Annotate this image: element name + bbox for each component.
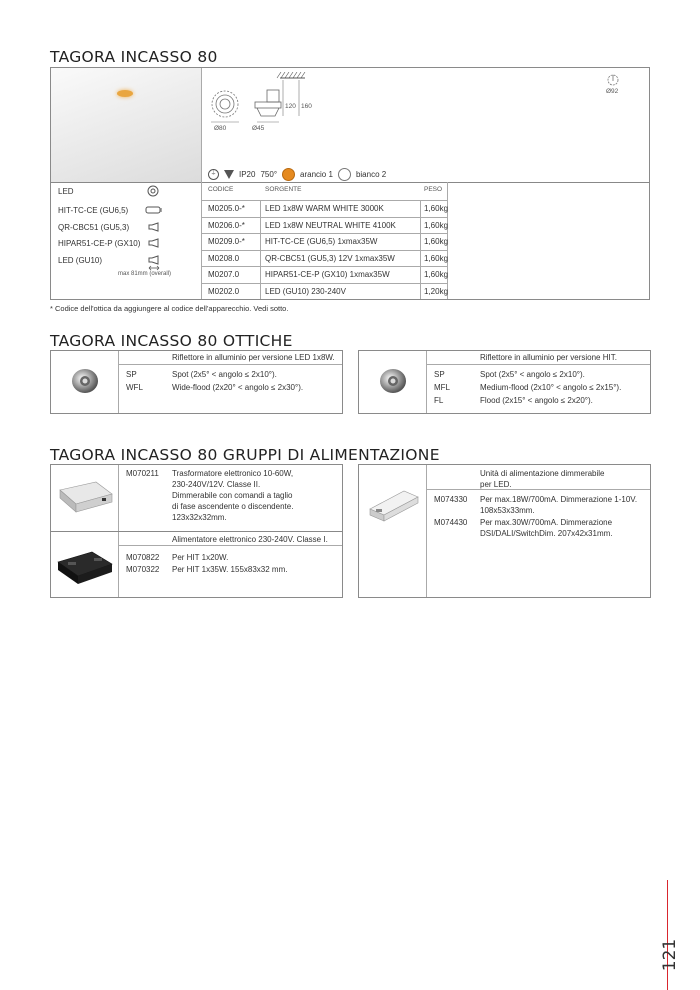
col-header-code: CODICE	[208, 186, 234, 193]
optic-desc-mfl: Medium-flood (2x10° < angolo ≤ 2x15°).	[480, 383, 622, 392]
col-header-weight: PESO	[424, 186, 443, 193]
reflector-image-led	[70, 368, 100, 394]
optics-right-heading: Riflettore in alluminio per versione HIT.	[480, 353, 617, 362]
dim-cutout: Ø92	[606, 88, 619, 95]
qr-lamp-icon	[148, 222, 160, 232]
section-title-product: TAGORA INCASSO 80	[50, 48, 218, 66]
optic-desc-sp: Spot (2x5° < angolo ≤ 2x10°).	[172, 370, 277, 379]
ballast-code-2: M070322	[126, 565, 160, 574]
driver-heading-1: Unità di alimentazione dimmerabile	[480, 469, 605, 478]
source-qr: QR-CBC51 (GU5,3)	[58, 223, 130, 232]
ratings-line	[208, 168, 386, 180]
max-depth-note: max 81mm (overall)	[118, 271, 172, 277]
led-driver-image	[366, 485, 422, 525]
page-number: 121	[660, 938, 680, 972]
color-label-orange: arancio 1	[300, 169, 333, 179]
gu10-lamp-icon	[148, 255, 160, 265]
optic-desc-wfl: Wide-flood (2x20° < angolo ≤ 2x30°).	[172, 383, 304, 392]
color-swatch-white	[338, 168, 351, 181]
ip-rating: IP20	[239, 169, 256, 179]
led-icon	[147, 185, 159, 197]
ballast-heading: Alimentatore elettronico 230-240V. Classe I.	[172, 535, 328, 544]
source-hit: HIT-TC-CE (GU6,5)	[58, 206, 129, 215]
reflector-image-hit	[378, 368, 408, 394]
ballast-desc-2: Per HIT 1x35W. 155x83x32 mm.	[172, 565, 288, 574]
optic-code-mfl: MFL	[434, 383, 450, 392]
dim-height-1: 120	[285, 103, 296, 110]
ballast-code-1: M070822	[126, 553, 160, 562]
optics-left-heading: Riflettore in alluminio per versione LED 1x8W.	[172, 353, 335, 362]
section-title-power: TAGORA INCASSO 80 GRUPPI DI ALIMENTAZIONE	[50, 446, 440, 464]
earth-icon: ⏚	[208, 169, 219, 180]
optic-code-wfl: WFL	[126, 383, 143, 392]
driver-code-1: M074330	[434, 495, 468, 504]
glow-wire-temp: 750°	[260, 169, 278, 179]
product-photo	[51, 68, 201, 182]
transformer-image	[56, 480, 114, 516]
dim-height-2: 160	[301, 103, 312, 110]
dim-inner-diameter: Ø45	[252, 125, 265, 132]
driver-heading-2: per LED.	[480, 480, 512, 489]
class-triangle-icon	[224, 170, 234, 179]
cutout-icon	[606, 72, 620, 88]
source-hipar: HIPAR51-CE-P (GX10)	[58, 239, 141, 248]
transformer-code: M070211	[126, 469, 159, 478]
ballast-image	[54, 548, 116, 586]
hit-lamp-icon	[145, 206, 163, 214]
optic-code-fl: FL	[434, 396, 444, 405]
color-label-white: bianco 2	[355, 169, 387, 179]
dim-outer-diameter: Ø80	[214, 125, 227, 132]
par-lamp-icon	[148, 238, 160, 248]
lamp-glow	[117, 90, 133, 97]
footnote: * Codice dell'ottica da aggiungere al codice dell'apparecchio. Vedi sotto.	[50, 304, 289, 313]
optic-code-sp-hit: SP	[434, 370, 445, 379]
optic-code-sp: SP	[126, 370, 137, 379]
col-header-source: SORGENTE	[265, 186, 302, 193]
optic-desc-fl: Flood (2x15° < angolo ≤ 2x20°).	[480, 396, 593, 405]
optic-desc-sp-hit: Spot (2x5° < angolo ≤ 2x10°).	[480, 370, 585, 379]
ballast-desc-1: Per HIT 1x20W.	[172, 553, 229, 562]
driver-code-2: M074430	[434, 518, 468, 527]
color-swatch-orange	[282, 168, 295, 181]
source-gu10: LED (GU10)	[58, 256, 103, 265]
source-led: LED	[58, 187, 74, 196]
section-title-optics: TAGORA INCASSO 80 OTTICHE	[50, 332, 293, 350]
